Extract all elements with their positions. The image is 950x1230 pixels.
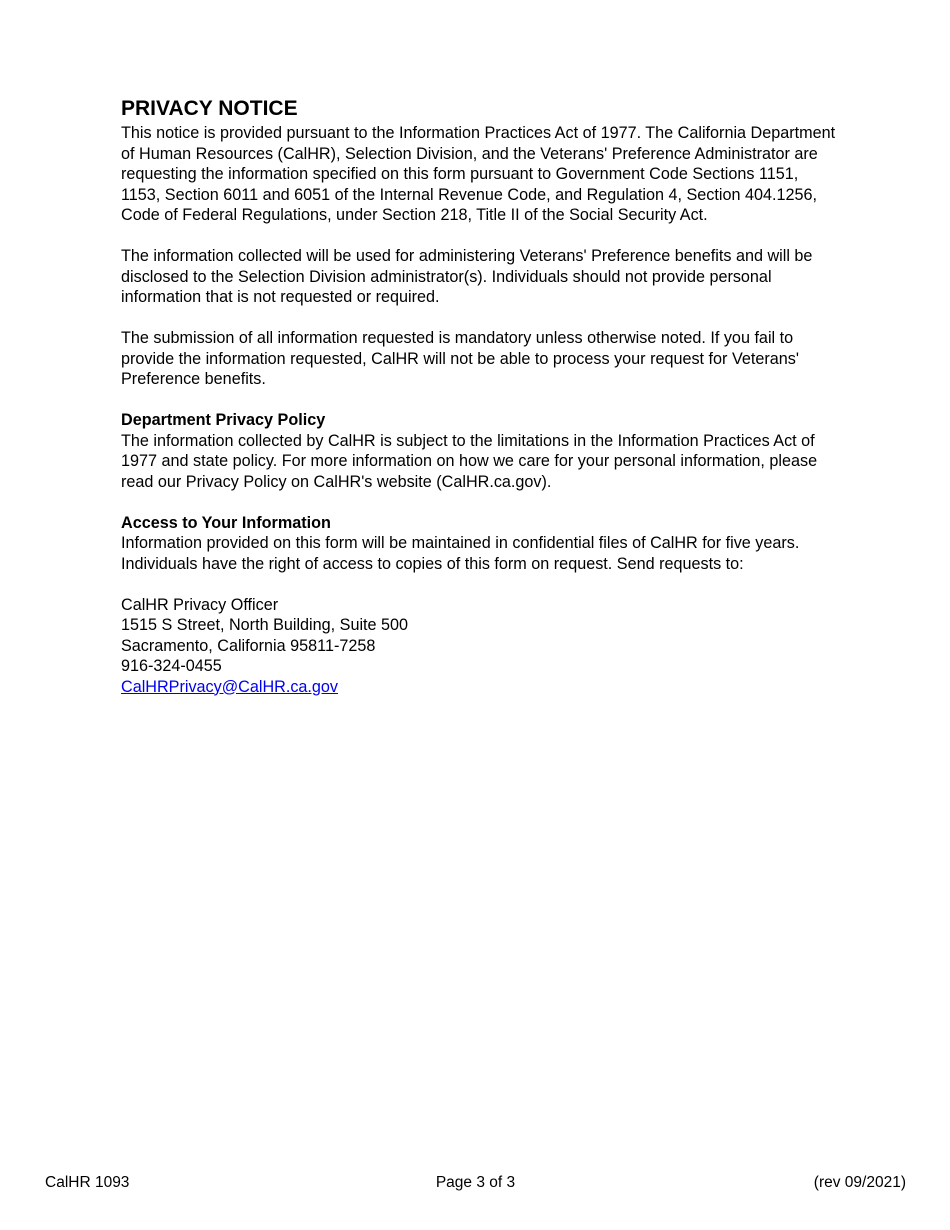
mandatory-paragraph: The submission of all information requested is mandatory unless otherwise noted. If you fail to provide the information requested, CalHR will not be able to process your request for Veterans' Preference benefits.	[121, 329, 799, 388]
department-policy-heading: Department Privacy Policy	[121, 411, 326, 429]
contact-address	[121, 595, 841, 698]
department-policy-paragraph: The information collected by CalHR is subject to the limitations in the Information Practices Act of 1977 and state policy. For more information on how we care for your personal information, please read our Privacy Policy on CalHR's website (CalHR.ca.gov).	[121, 431, 818, 491]
contact-street: 1515 S Street, North Building, Suite 500	[121, 616, 409, 634]
contact-phone: 916-324-0455	[121, 657, 222, 675]
page-footer	[45, 1173, 906, 1193]
footer-page-number: Page 3 of 3	[435, 1174, 516, 1191]
access-heading: Access to Your Information	[121, 513, 331, 532]
intro-paragraph: This notice is provided pursuant to the Information Practices Act of 1977. The California Department of Human Resources (CalHR), Selection Division, and the Veterans' Preference Administrator are requesting the information specified on this form pursuant to Government Code Sections 1151, 1153, Section 6011 and 6051 of the Internal Revenue Code, and Regulation 4, Section 404.1256, Code of Federal Regulations, under Section 218, Title II of the Social Security Act.	[121, 124, 836, 224]
document-body	[121, 96, 841, 697]
access-paragraph: Information provided on this form will be maintained in confidential files of CalHR for five years. Individuals have the right of access to copies of this form on request. Send requests to:	[121, 534, 800, 573]
page-title: PRIVACY NOTICE	[121, 97, 298, 120]
footer-revision: (rev 09/2021)	[813, 1174, 906, 1191]
usage-paragraph: The information collected will be used for administering Veterans' Preference benefits and will be disclosed to the Selection Division administrator(s). Individuals should not provide personal information that is not requested or required.	[121, 247, 813, 306]
contact-city: Sacramento, California 95811-7258	[121, 636, 376, 655]
contact-name: CalHR Privacy Officer	[121, 595, 279, 614]
contact-email-link[interactable]: CalHRPrivacy@CalHR.ca.gov	[121, 677, 339, 696]
footer-form-number: CalHR 1093	[45, 1174, 130, 1191]
